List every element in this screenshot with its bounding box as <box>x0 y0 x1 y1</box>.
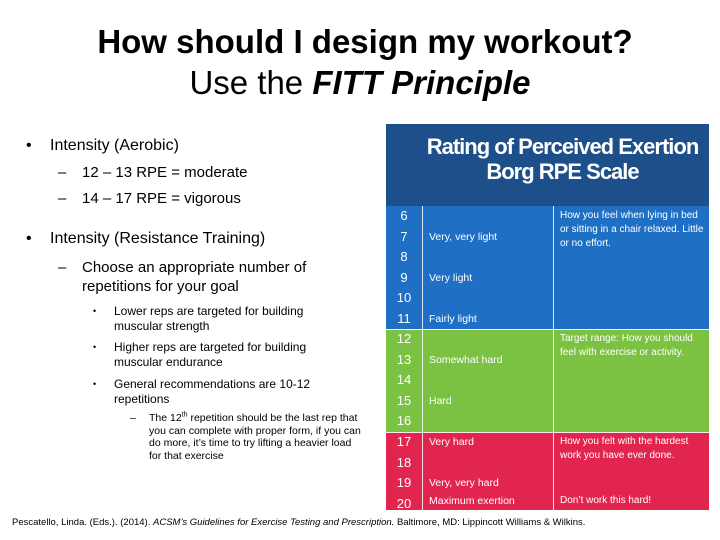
rpe-header <box>386 124 709 206</box>
bullet-dot: • <box>26 137 32 154</box>
dash: – <box>58 259 67 276</box>
note-superscript: th <box>181 411 188 419</box>
rpe-label-somewhat-hard: Somewhat hard <box>429 353 503 366</box>
citation-book: ACSM’s Guidelines for Exercise Testing and Prescription. <box>153 517 395 528</box>
rpe-description-light: How you feel when lying in bed or sitting in a chair relaxed. Little or no effort. <box>560 210 704 249</box>
borg-rpe-scale-figure <box>386 124 709 510</box>
rpe-numbers-hard <box>386 432 422 514</box>
dash: – <box>58 190 67 207</box>
note-text <box>149 412 364 462</box>
sub-bullet-text: 12 – 13 RPE = moderate <box>82 164 248 181</box>
rpe-band-target <box>386 329 709 432</box>
title-line-1: How should I design my workout? <box>97 23 633 60</box>
bullet-dot: • <box>26 230 32 247</box>
rpe-description-dont: Don’t work this hard! <box>560 495 652 506</box>
citation-prefix: Pescatello, Linda. (Eds.). (2014). <box>12 517 153 528</box>
rpe-label-very-very-light: Very, very light <box>429 230 498 243</box>
rpe-number: 12 <box>396 331 412 346</box>
rpe-number: 18 <box>396 454 412 470</box>
title-prefix: Use the <box>189 64 313 101</box>
bullet-text: Intensity (Resistance Training) <box>50 230 266 247</box>
rpe-label-very-very-hard: Very, very hard <box>429 477 499 489</box>
title-emphasis: FITT Principle <box>312 64 531 101</box>
citation-suffix: Baltimore, MD: Lippincott Williams & Wilkins. <box>394 517 586 528</box>
rpe-label-maximum-exertion: Maximum exertion <box>429 495 515 507</box>
note-before: The 12 <box>149 412 182 424</box>
rpe-label-hard: Hard <box>429 394 452 407</box>
dash: – <box>58 164 67 181</box>
rpe-description-target: Target range: How you should feel with exercise or activity. <box>560 333 693 358</box>
rpe-number: 16 <box>396 413 412 428</box>
slide-title <box>0 22 720 104</box>
rpe-band-light <box>386 206 709 329</box>
title-line-2 <box>0 62 720 104</box>
note-after: repetition should be the last rep that you can complete with proper form, if you can do more, it’s time to try lifting a heavier load for that exercise <box>149 412 361 462</box>
rpe-label-fairly-light: Fairly light <box>429 312 477 325</box>
rpe-title <box>386 134 709 184</box>
sub-sub-bullet-text: Lower reps are targeted for building muscular strength <box>114 304 304 333</box>
sub-bullet-text: Choose an appropriate number of repetitions for your goal <box>82 259 307 295</box>
rpe-number: 13 <box>396 351 412 367</box>
rpe-number: 6 <box>400 208 408 223</box>
rpe-number: 15 <box>396 392 412 408</box>
sub-sub-bullet-text: Higher reps are targeted for building muscular endurance <box>114 340 307 369</box>
bullet-dot: • <box>93 342 97 352</box>
rpe-label-very-hard: Very hard <box>429 436 474 448</box>
rpe-band-hard <box>386 432 709 510</box>
rpe-number: 14 <box>396 372 412 387</box>
rpe-description-hard: How you felt with the hardest work you have ever done. <box>560 436 689 461</box>
citation <box>12 516 585 530</box>
rpe-number: 19 <box>396 475 412 490</box>
bullet-dot: • <box>93 379 97 389</box>
rpe-number: 10 <box>396 290 412 305</box>
rpe-number: 17 <box>396 434 412 449</box>
bullet-text: Intensity (Aerobic) <box>50 137 179 154</box>
rpe-number: 7 <box>400 228 408 244</box>
sub-sub-bullet-text: General recommendations are 10-12 repetitions <box>114 377 311 406</box>
rpe-number: 20 <box>396 495 412 511</box>
rpe-number: 8 <box>400 249 408 264</box>
dash: – <box>130 412 136 424</box>
bullet-dot: • <box>93 306 97 316</box>
sub-bullet-text: 14 – 17 RPE = vigorous <box>82 190 241 207</box>
rpe-title-line-2: Borg RPE Scale <box>486 159 639 184</box>
rpe-numbers-light <box>386 206 422 329</box>
rpe-title-line-1: Rating of Perceived Exertion <box>426 134 699 159</box>
rpe-number: 9 <box>400 269 408 285</box>
rpe-number: 11 <box>397 310 411 326</box>
rpe-numbers-target <box>386 329 422 432</box>
rpe-label-very-light: Very light <box>429 271 473 284</box>
